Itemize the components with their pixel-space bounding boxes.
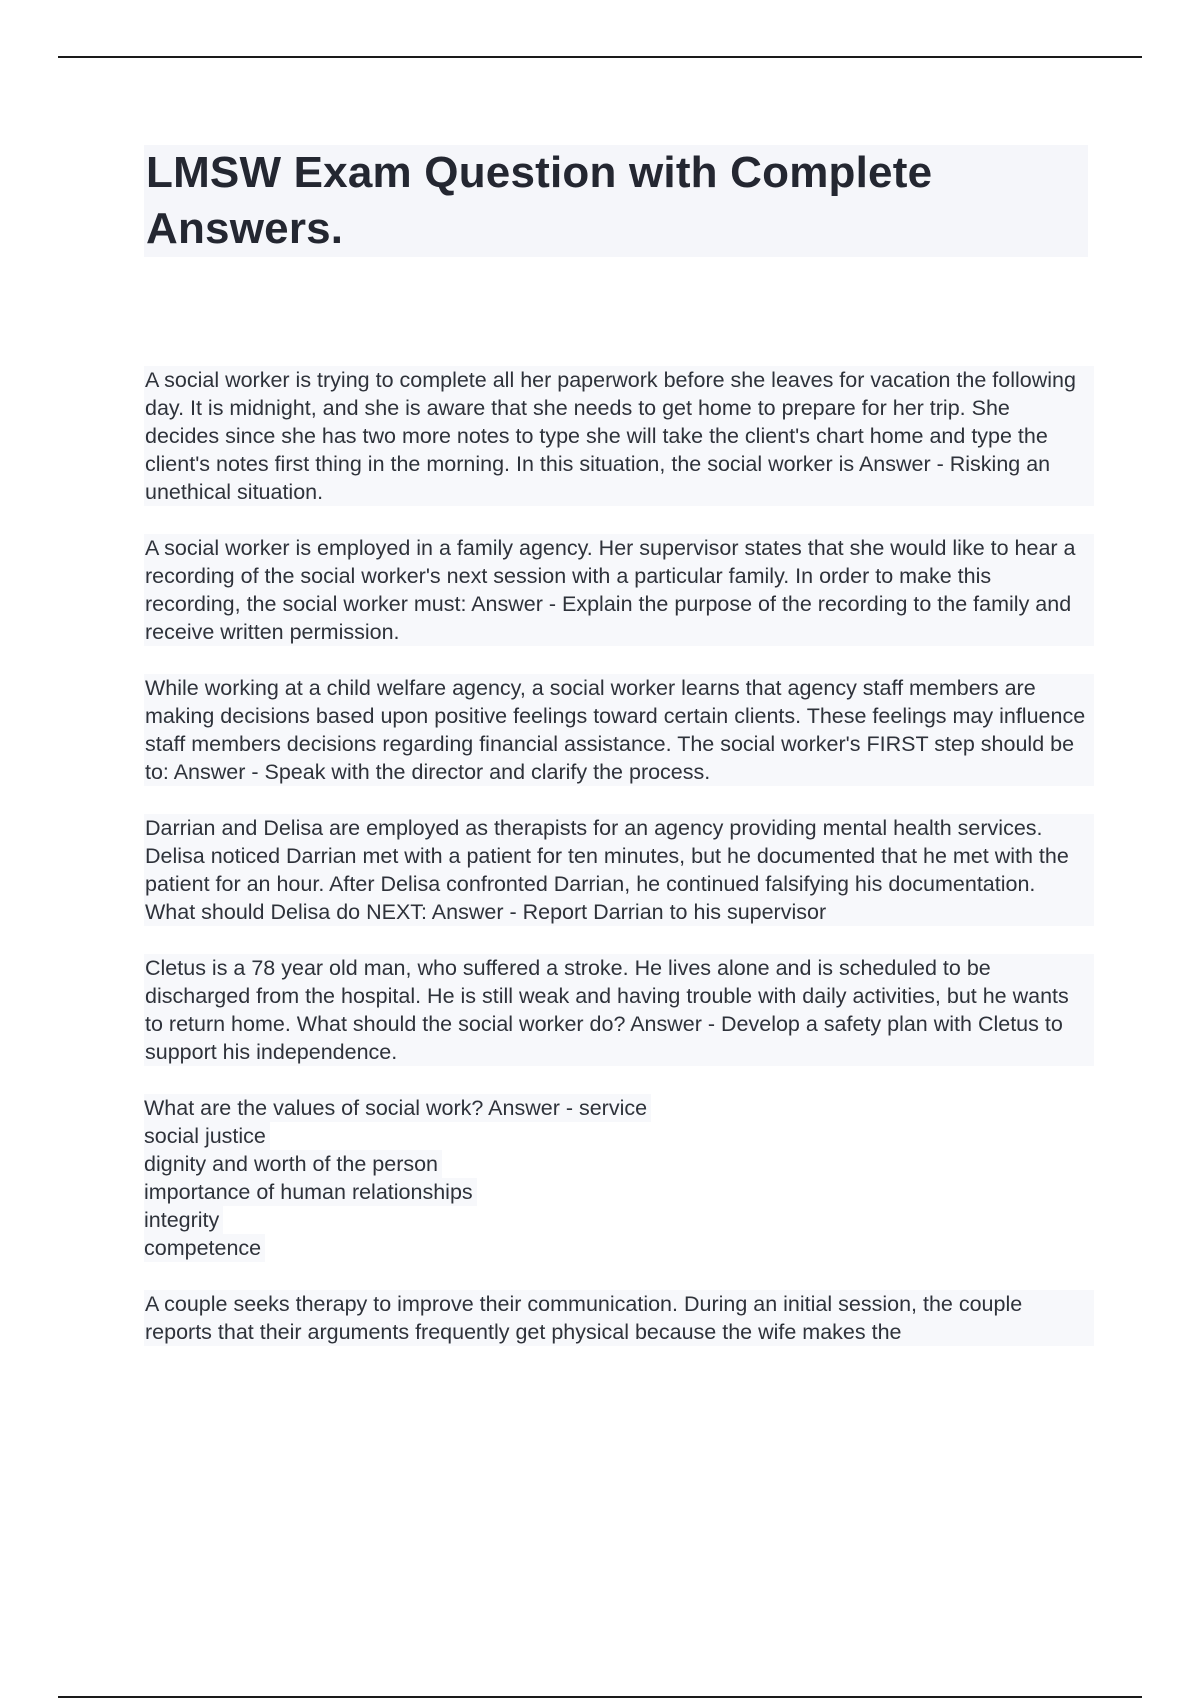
question-paragraph-truncated: A couple seeks therapy to improve their communication. During an initial session, the couple reports that their arguments frequently get physical because the wife makes the — [144, 1290, 1094, 1346]
question-paragraph: Cletus is a 78 year old man, who suffered a stroke. He lives alone and is scheduled to be discharged from the hospital. He is still weak and having trouble with daily activities, but he wants to return home. What should the social worker do? Answer - Develop a safety plan with Cletus to support his independence. — [144, 954, 1094, 1066]
title-block — [144, 145, 1088, 257]
question-paragraph: While working at a child welfare agency, a social worker learns that agency staff members are making decisions based upon positive feelings toward certain clients. These feelings may influence staff members decisions regarding financial assistance. The social worker's FIRST step should be to: Answer - Speak with the director and clarify the process. — [144, 674, 1094, 786]
values-list-item: integrity — [144, 1206, 223, 1234]
values-question — [144, 1094, 1094, 1262]
values-list-item: importance of human relationships — [144, 1178, 477, 1206]
document-body — [144, 366, 1094, 1374]
footer-rule — [58, 1696, 1142, 1698]
page-title: LMSW Exam Question with Complete Answers. — [146, 148, 933, 253]
values-list-item: competence — [144, 1234, 265, 1262]
header-rule — [58, 56, 1142, 58]
values-list-item: dignity and worth of the person — [144, 1150, 442, 1178]
question-paragraph: Darrian and Delisa are employed as therapists for an agency providing mental health services. Delisa noticed Darrian met with a patient for ten minutes, but he documented that he met with the patient for an hour. After Delisa confronted Darrian, he continued falsifying his documentation. What should Delisa do NEXT: Answer - Report Darrian to his supervisor — [144, 814, 1094, 926]
question-paragraph: A social worker is employed in a family agency. Her supervisor states that she would like to hear a recording of the social worker's next session with a particular family. In order to make this recording, the social worker must: Answer - Explain the purpose of the recording to the family and receive written permission. — [144, 534, 1094, 646]
values-question-line: What are the values of social work? Answer - service — [144, 1094, 651, 1122]
values-list-item: social justice — [144, 1122, 270, 1150]
question-paragraph: A social worker is trying to complete all her paperwork before she leaves for vacation the following day. It is midnight, and she is aware that she needs to get home to prepare for her trip. She decides since she has two more notes to type she will take the client's chart home and type the client's notes first thing in the morning. In this situation, the social worker is Answer - Risking an unethical situation. — [144, 366, 1094, 506]
